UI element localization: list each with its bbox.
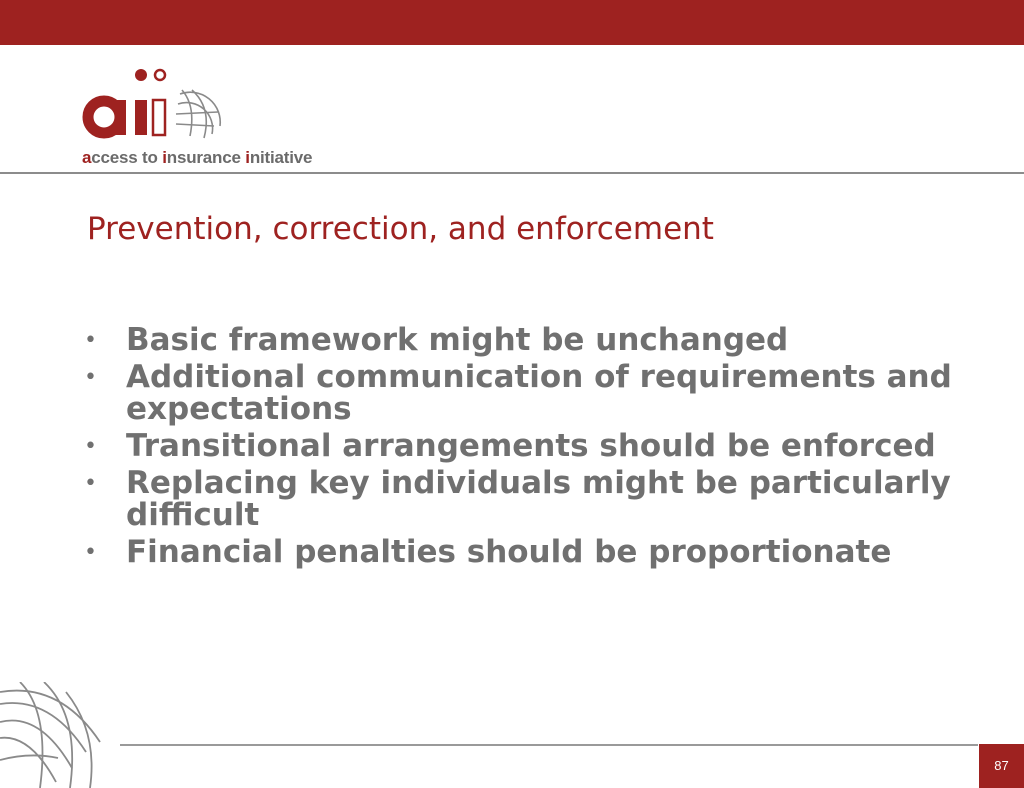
- bullet-marker: •: [84, 434, 97, 459]
- footer-divider: [120, 744, 978, 746]
- bullet-text: Replacing key individuals might be particularly difficult: [126, 465, 951, 533]
- logo-tagline: [82, 148, 312, 168]
- aii-globe-logo-icon: [80, 66, 230, 146]
- page-number-badge: 87: [979, 744, 1024, 788]
- bullet-text: Financial penalties should be proportionate: [126, 534, 892, 570]
- bullet-list: [84, 324, 984, 573]
- aii-logo: [80, 66, 350, 170]
- tagline-part-2: nsurance: [166, 148, 246, 167]
- header-divider: [0, 172, 1024, 174]
- top-banner: [0, 0, 1024, 45]
- bullet-text: Transitional arrangements should be enforced: [126, 428, 936, 464]
- bullet-marker: •: [84, 328, 97, 353]
- wireframe-globe-icon: [0, 682, 104, 788]
- bullet-item: [84, 324, 984, 356]
- bullet-item: [84, 361, 984, 425]
- bullet-text: Additional communication of requirements and expectations: [126, 359, 952, 427]
- bullet-text: Basic framework might be unchanged: [126, 322, 789, 358]
- slide-title: Prevention, correction, and enforcement: [87, 211, 714, 247]
- bullet-marker: •: [84, 540, 97, 565]
- bullet-item: [84, 430, 984, 462]
- tagline-part-1: ccess to: [91, 148, 163, 167]
- tagline-part-3: nitiative: [249, 148, 313, 167]
- bullet-item: [84, 467, 984, 531]
- bullet-marker: •: [84, 365, 97, 390]
- tagline-accent-i1: i: [162, 148, 167, 167]
- bullet-marker: •: [84, 471, 97, 496]
- bullet-item: [84, 536, 984, 568]
- tagline-accent-a: a: [82, 148, 92, 167]
- tagline-accent-i2: i: [245, 148, 250, 167]
